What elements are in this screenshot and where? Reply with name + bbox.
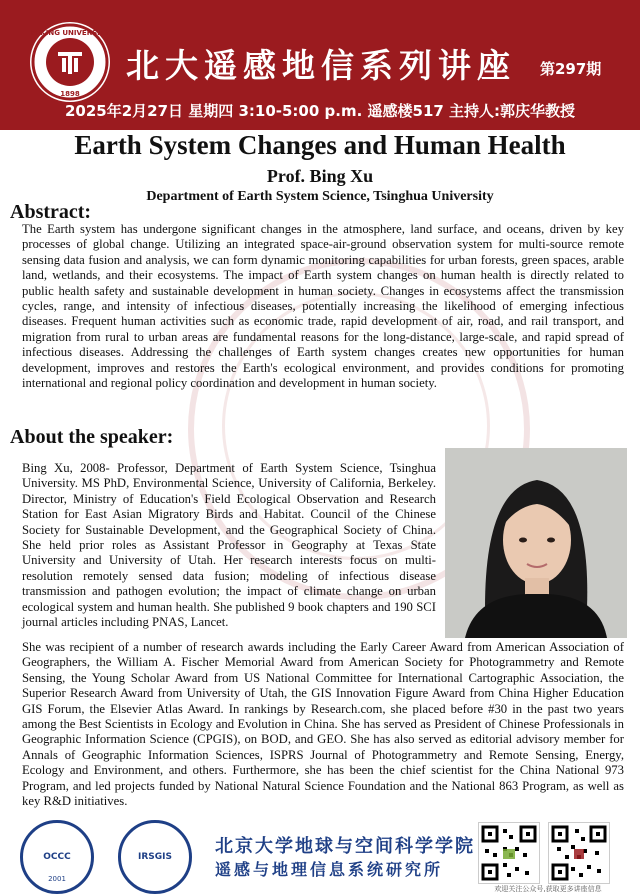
event-info-line: 2025年2月27日 星期四 3:10-5:00 p.m. 遥感楼517 主持人:郭庆华教授 <box>64 102 576 120</box>
pku-seal-icon <box>30 22 110 102</box>
qr-caption: 欢迎关注公众号,获取更多讲座信息 <box>494 885 602 893</box>
school-logo-year: 2001 <box>48 875 66 883</box>
svg-text:1898: 1898 <box>60 90 80 98</box>
abstract-text: The Earth system has undergone significant changes in the atmosphere, land surface, and oceans, driven by key processes of global change. Utilizing an integrated space-air-ground observation system for multi-source remote sensing data fusion and analysis, we can form dynamic monitoring capabilities for urban forests, green spaces, arable land, wetlands, and their ecosystems. The impact of Earth system changes on human health is directly related to public health safety and sustainable development in human society. Changes in ecosystems affect the transmission cycles, range, and intensity of infectious diseases, potentially increasing the likelihood of emerging infectious diseases. Frequent human activities such as economic trade, rapid development of air, road, and rail transport, and migration from rural to urban areas are fundamental reasons for the long-distance, large-scale, and rapid spread of infectious diseases. Addressing the challenges of Earth system changes creates new opportunities for human development, improves and restores the Earth's ecological environment, and provides conditions for promoting international and regional policy coordination and development in human society. <box>22 222 624 391</box>
speaker-affiliation: Department of Earth System Science, Tsinghua University <box>146 189 494 204</box>
svg-text:PEKING UNIVERSITY: PEKING UNIVERSITY <box>30 29 110 37</box>
issue-number: 第297期 <box>540 60 602 78</box>
speaker-heading: About the speaker: <box>10 426 174 448</box>
speaker-photo <box>445 448 627 638</box>
header-banner <box>0 0 640 130</box>
irsgis-logo <box>118 820 192 894</box>
institute-name: 遥感与地理信息系统研究所 <box>215 860 444 879</box>
speaker-name: Prof. Bing Xu <box>266 166 374 186</box>
school-logo <box>20 820 94 894</box>
school-name: 北京大学地球与空间科学学院 <box>215 836 475 857</box>
speaker-bio-part2: She was recipient of a number of research awards including the Early Career Award from American Association of Geographers, the William A. Fischer Memorial Award from American Society for Photogrammetry and Remote Sensing, the Young Scholar Award from US National Committee for International Cartographic Association, the Superior Research Award from University of Utah, the GIS Innovation Figure Award from China Higher Education GIS Forum, the Elsevier Atlas Award. In rankings by Research.com, she placed before #30 in the past two years among the Best Scientists in Ecology and Evolution in China. She has served as President of Chinese Professionals in Geographic Information Science (CPGIS), on BOD, and GEO. She has also served as editorial advisory member for Annals of Geographic Information Sciences, ISPRS Journal of Photogrammetry and Remote Sensing, Energy, Ecology and Environment, and others. Furthermore, she has been the chief scientist for the China National 973 Program, and led projects funded by National Natural Science Foundation and the National 863 Program, as well as key R&D initiatives. <box>22 640 624 809</box>
pku-logo <box>30 22 110 102</box>
series-title: 北大遥感地信系列讲座 <box>126 46 516 85</box>
abstract-heading: Abstract: <box>10 201 92 223</box>
qr-code-icon <box>479 823 539 883</box>
school-logo-text: ОССС <box>43 852 71 862</box>
irsgis-logo-text: IRSGIS <box>138 852 172 862</box>
portrait-image <box>445 448 627 638</box>
qr-code-1[interactable] <box>478 822 540 884</box>
qr-code-2[interactable] <box>548 822 610 884</box>
speaker-bio-part1: Bing Xu, 2008- Professor, Department of Earth System Science, Tsinghua University. MS PhD, Environmental Science, University of California, Berkeley. Director, Ministry of Education's Field Ecological Observation and Research Station for East Asian Migratory Birds and Habitat. Council of the Chinese Society for Sustainable Development, and the Geographical Society of China. She held prior roles as Assistant Professor in Geography at Texas State University and University of Utah. Her research interests focus on multi-resolution remotely sensed data fusion; modeling of infectious disease transmission and pathogen evolution; the impact of climate change on urban ecological system and human health. She published 9 book chapters and 190 SCI journal articles including PNAS, Lancet. <box>22 461 436 630</box>
talk-title: Earth System Changes and Human Health <box>74 130 566 160</box>
qr-code-icon <box>549 823 609 883</box>
